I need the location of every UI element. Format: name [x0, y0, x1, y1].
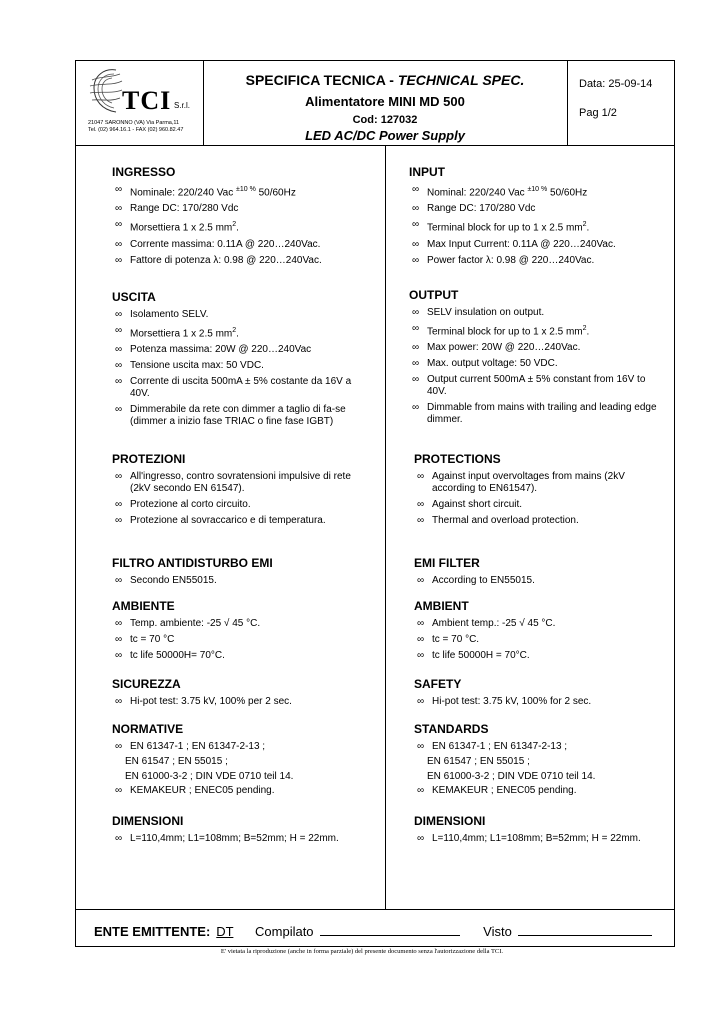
bullet-icon: ∞: [115, 238, 123, 250]
list-item: ∞ SELV insulation on output.: [412, 307, 545, 318]
section-emi-filter: [414, 556, 664, 591]
section-uscita: [112, 290, 362, 432]
footer-divider: [76, 909, 674, 910]
section-ambiente: [112, 599, 372, 666]
section-protections: [414, 452, 664, 531]
phone-line: Tel. (02) 964.16.1 - FAX (02) 960.82.47: [88, 127, 184, 133]
section-title: FILTRO ANTIDISTURBO EMI: [112, 556, 273, 570]
list-item: ∞ Range DC: 170/280 Vdc: [115, 203, 239, 215]
section-sicurezza: [112, 677, 372, 712]
list-item: ∞ Fattore di potenza λ: 0.98 @ 220…240Vac.: [115, 254, 322, 266]
list-item: ∞ Thermal and overload protection.: [417, 515, 579, 526]
issuer-value: DT: [216, 924, 234, 939]
list-item: ∞ Potenza massima: 20W @ 220…240Vac: [115, 344, 312, 356]
bullet-icon: ∞: [115, 833, 123, 844]
bullet-icon: ∞: [412, 342, 420, 354]
bullet-icon: ∞: [412, 254, 420, 266]
header-divider: [76, 145, 674, 146]
section-ambient: [414, 599, 664, 666]
issuer-label: ENTE EMITTENTE:: [94, 924, 211, 939]
list-item: ∞ Protezione al sovraccarico e di temperatura.: [115, 515, 326, 526]
bullet-icon: ∞: [417, 833, 425, 844]
bullet-icon: ∞: [412, 184, 420, 195]
address-line: 21047 SARONNO (VA) Via Parma,11: [88, 120, 180, 126]
bullet-icon: ∞: [115, 471, 123, 482]
footer-signature-row: [94, 923, 652, 939]
list-item: ∞ Against short circuit.: [417, 499, 523, 510]
section-normative: [112, 722, 372, 801]
section-title: USCITA: [112, 290, 156, 304]
section-title: NORMATIVE: [112, 722, 184, 736]
bullet-icon: ∞: [417, 785, 425, 796]
list-item: ∞ EN 61347-1 ; EN 61347-2-13 ;: [115, 741, 266, 752]
product-name: Alimentatore MINI MD 500: [305, 94, 465, 109]
section-title: OUTPUT: [409, 288, 459, 302]
section-protezioni: [112, 452, 362, 531]
section-title: PROTECTIONS: [414, 452, 501, 466]
bullet-icon: ∞: [412, 402, 420, 414]
bullet-icon: ∞: [115, 696, 123, 707]
list-item: ∞ Power factor λ: 0.98 @ 220…240Vac.: [412, 254, 595, 266]
section-safety: [414, 677, 664, 712]
list-item: ∞ Ambient temp.: -25 √ 45 °C.: [417, 618, 556, 629]
bullet-icon: ∞: [412, 219, 420, 231]
bullet-icon: ∞: [115, 575, 123, 586]
list-item: ∞ tc life 50000H = 70°C.: [417, 650, 530, 661]
list-item: ∞ Temp. ambiente: -25 √ 45 °C.: [115, 618, 261, 629]
standard-line: EN 61000-3-2 ; DIN VDE 0710 teil 14.: [125, 771, 294, 782]
product-code: Cod: 127032: [352, 114, 418, 126]
logo-suffix: S.r.l.: [174, 101, 191, 110]
bullet-icon: ∞: [115, 618, 123, 629]
bullet-icon: ∞: [417, 471, 425, 482]
compiled-signature-line: [320, 923, 460, 936]
bullet-icon: ∞: [412, 238, 420, 250]
page-number: Pag 1/2: [579, 107, 617, 119]
company-logo: [84, 64, 202, 142]
column-divider: [385, 145, 386, 909]
bullet-icon: ∞: [115, 634, 123, 645]
document-frame: [75, 60, 675, 947]
list-item: ∞ Max. output voltage: 50 VDC.: [412, 358, 558, 370]
approved-label: Visto: [483, 924, 512, 939]
list-item: ∞ Secondo EN55015.: [115, 575, 217, 586]
copyright-notice: E' vietata la riproduzione (anche in forma parziale) del presente documento senza l'autorizzazione della TCI.: [220, 948, 504, 955]
section-title: STANDARDS: [414, 722, 489, 736]
list-item: ∞ L=110,4mm; L1=108mm; B=52mm; H = 22mm.: [417, 833, 641, 844]
bullet-icon: ∞: [417, 696, 425, 707]
list-item: ∞ KEMAKEUR ; ENEC05 pending.: [115, 785, 275, 796]
list-item: ∞ Terminal block for up to 1 x 2.5 $mm^2$.: [412, 323, 590, 338]
bullet-icon: ∞: [115, 219, 123, 231]
list-item: ∞ Nominal: 220/240 Vac $^{\pm 10 \%}$ 50/60Hz: [412, 184, 588, 199]
section-standards: [414, 722, 664, 801]
list-item: ∞ Tensione uscita max: 50 VDC.: [115, 360, 264, 372]
list-item: ∞ Hi-pot test: 3.75 kV, 100% per 2 sec.: [115, 696, 292, 707]
bullet-icon: ∞: [115, 325, 123, 336]
list-item: ∞ Output current 500mA ± 5% constant from 16V to 40V.: [412, 374, 646, 398]
list-item: ∞ All'ingresso, contro sovratensioni impulsive di rete (2kV secondo EN 61547).: [115, 471, 351, 494]
bullet-icon: ∞: [115, 404, 123, 416]
list-item: ∞ tc = 70 °C: [115, 634, 175, 645]
list-item: ∞ KEMAKEUR ; ENEC05 pending.: [417, 785, 577, 796]
bullet-icon: ∞: [115, 254, 123, 266]
bullet-icon: ∞: [417, 741, 425, 752]
list-item: ∞ Protezione al corto circuito.: [115, 499, 251, 510]
doc-date: Data: 25-09-14: [579, 78, 653, 90]
list-item: ∞ Dimmable from mains with trailing and leading edge dimmer.: [412, 402, 657, 426]
list-item: ∞ EN 61347-1 ; EN 61347-2-13 ;: [417, 741, 568, 752]
section-title: INPUT: [409, 165, 445, 179]
list-item: ∞ Corrente di uscita 500mA ± 5% costante da 16V a 40V.: [115, 376, 352, 400]
bullet-icon: ∞: [412, 374, 420, 386]
list-item: ∞ Against input overvoltages from mains (2kV according to EN61547).: [417, 471, 625, 494]
doc-title: SPECIFICA TECNICA - TECHNICAL SPEC.: [245, 72, 525, 88]
bullet-icon: ∞: [115, 203, 123, 215]
doc-subtitle: LED AC/DC Power Supply: [305, 128, 465, 143]
section-title: DIMENSIONI: [112, 814, 184, 828]
bullet-icon: ∞: [115, 785, 123, 796]
list-item: ∞ Max Input Current: 0.11A @ 220…240Vac.: [412, 238, 616, 250]
list-item: ∞ tc = 70 °C.: [417, 634, 480, 645]
list-item: ∞ Terminal block for up to 1 x 2.5 $mm^2$.: [412, 219, 590, 234]
bullet-icon: ∞: [412, 358, 420, 370]
section-input: [409, 165, 671, 271]
bullet-icon: ∞: [115, 499, 123, 510]
section-dimensions: [414, 814, 674, 849]
bullet-icon: ∞: [417, 499, 425, 510]
header-title-block: [203, 61, 567, 145]
list-item: ∞ According to EN55015.: [417, 575, 535, 586]
section-title: SICUREZZA: [112, 677, 181, 691]
bullet-icon: ∞: [115, 360, 123, 372]
section-title: AMBIENT: [414, 599, 469, 613]
bullet-icon: ∞: [412, 307, 420, 318]
section-dimensioni: [112, 814, 382, 849]
list-item: ∞ Range DC: 170/280 Vdc: [412, 203, 536, 215]
section-title: SAFETY: [414, 677, 462, 691]
bullet-icon: ∞: [115, 184, 123, 195]
section-title: DIMENSIONI: [414, 814, 486, 828]
bullet-icon: ∞: [412, 323, 420, 334]
list-item: ∞ Hi-pot test: 3.75 kV, 100% for 2 sec.: [417, 696, 592, 707]
standard-line: EN 61547 ; EN 55015 ;: [125, 756, 228, 767]
section-title: PROTEZIONI: [112, 452, 186, 466]
list-item: ∞ L=110,4mm; L1=108mm; B=52mm; H = 22mm.: [115, 833, 339, 844]
section-title: EMI FILTER: [414, 556, 480, 570]
approved-signature-line: [518, 923, 652, 936]
list-item: ∞ Isolamento SELV.: [115, 309, 209, 320]
bullet-icon: ∞: [115, 741, 123, 752]
bullet-icon: ∞: [115, 376, 123, 388]
logo-mark-icon: [86, 66, 126, 114]
standard-line: EN 61000-3-2 ; DIN VDE 0710 teil 14.: [427, 771, 596, 782]
list-item: ∞ tc life 50000H= 70°C.: [115, 650, 225, 661]
company-address: [88, 120, 183, 134]
list-item: ∞ Corrente massima: 0.11A @ 220…240Vac.: [115, 238, 321, 250]
header-meta: [567, 61, 676, 145]
bullet-icon: ∞: [115, 309, 123, 320]
section-ingresso: [112, 165, 372, 271]
bullet-icon: ∞: [115, 515, 123, 526]
standard-line: EN 61547 ; EN 55015 ;: [427, 756, 530, 767]
bullet-icon: ∞: [417, 515, 425, 526]
bullet-icon: ∞: [115, 650, 123, 661]
list-item: ∞ Nominale: 220/240 Vac $^{\pm 10 \%}$ 50/60Hz: [115, 184, 296, 199]
bullet-icon: ∞: [417, 650, 425, 661]
logo-name: TCI: [122, 86, 172, 115]
list-item: ∞ Morsettiera 1 x 2.5 $mm^2$.: [115, 219, 239, 234]
section-output: [409, 288, 667, 430]
bullet-icon: ∞: [412, 203, 420, 215]
section-title: INGRESSO: [112, 165, 176, 179]
bullet-icon: ∞: [115, 344, 123, 356]
list-item: ∞ Dimmerabile da rete con dimmer a taglio di fa-se (dimmer a inizio fase TRIAC o fine fase IGBT): [115, 404, 346, 428]
bullet-icon: ∞: [417, 618, 425, 629]
compiled-label: Compilato: [255, 924, 314, 939]
list-item: ∞ Max power: 20W @ 220…240Vac.: [412, 342, 581, 354]
bullet-icon: ∞: [417, 575, 425, 586]
list-item: ∞ Morsettiera 1 x 2.5 $mm^2$.: [115, 325, 239, 340]
bullet-icon: ∞: [417, 634, 425, 645]
section-emi-filtro: [112, 556, 372, 591]
section-title: AMBIENTE: [112, 599, 175, 613]
